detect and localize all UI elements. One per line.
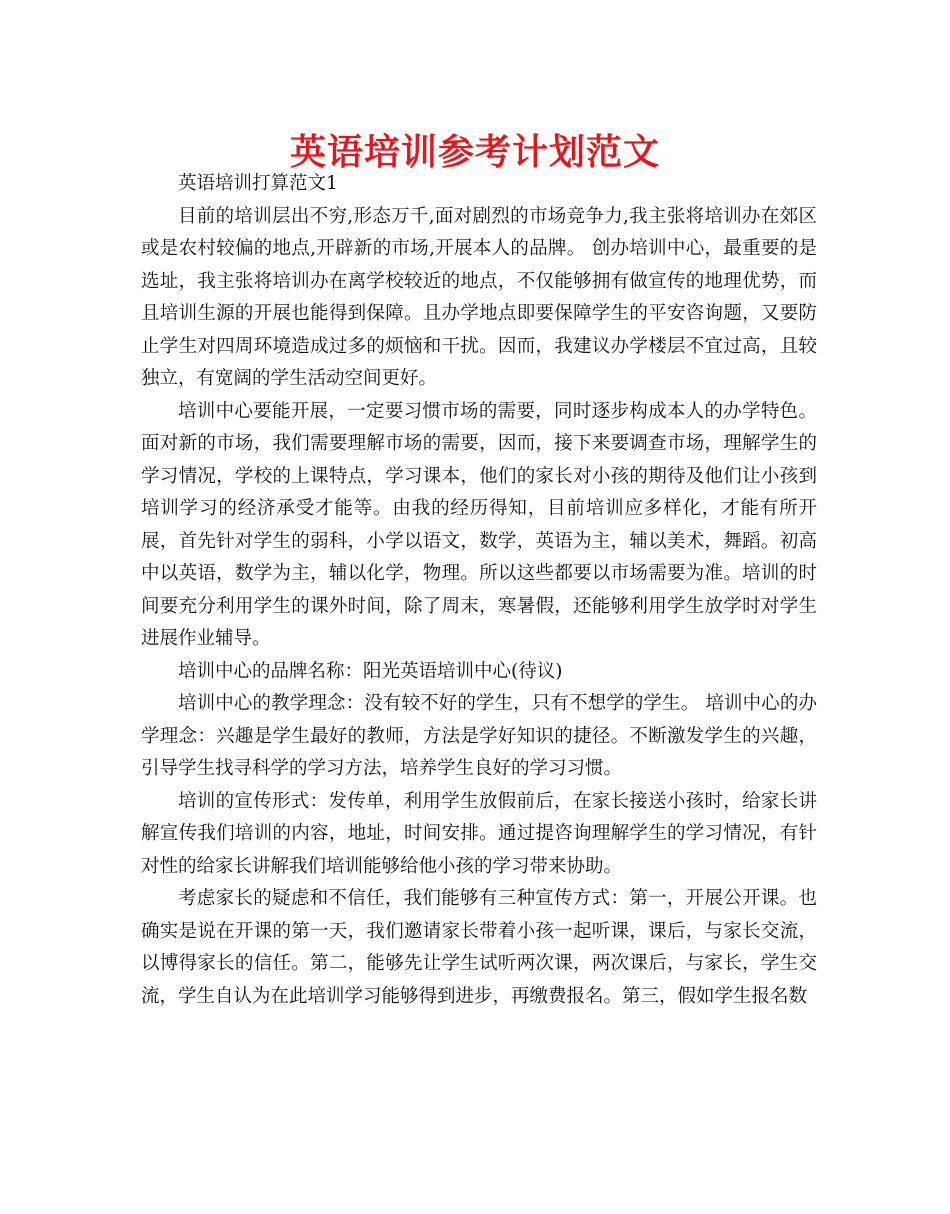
document-title: 英语培训参考计划范文 bbox=[289, 131, 660, 173]
body-paragraph: 考虑家长的疑虑和不信任，我们能够有三种宣传方式：第一，开展公开课。也确实是说在开课的第一天，我们邀请家长带着小孩一起听课，课后，与家长交流，以博得家长的信任。第二，能够先让学生试听两次课，两次课后，与家长，学生交流，学生自认为在此培训学习能够得到进步，再缴费报名。第三，假如学生报名数 bbox=[141, 888, 817, 1007]
body-paragraph: 培训的宣传形式：发传单，利用学生放假前后，在家长接送小孩时，给家长讲解宣传我们培训的内容，地址，时间安排。通过提咨询理解学生的学习情况，有针对性的给家长讲解我们培训能够给他小孩的学习带来协助。 bbox=[141, 790, 817, 877]
body-paragraph: 培训中心要能开展，一定要习惯市场的需要，同时逐步构成本人的办学特色。面对新的市场，我们需要理解市场的需要，因而，接下来要调查市场，理解学生的学习情况，学校的上课特点，学习课本，他们的家长对小孩的期待及他们让小孩到培训学习的经济承受才能等。由我的经历得知，目前培训应多样化，才能有所开展，首先针对学生的弱科，小学以语文，数学，英语为主，辅以美术，舞蹈。初高中以英语，数学为主，辅以化学，物理。所以这些都要以市场需要为准。培训的时间要充分利用学生的课外时间，除了周末，寒暑假，还能够利用学生放学时对学生进展作业辅导。 bbox=[141, 400, 817, 649]
body-paragraph: 培训中心的品牌名称：阳光英语培训中心(待议) bbox=[178, 660, 563, 682]
document-body bbox=[141, 168, 817, 1013]
body-paragraph: 培训中心的教学理念：没有较不好的学生，只有不想学的学生。 培训中心的办学理念：兴趣是学生最好的教师，方法是学好知识的捷径。不断激发学生的兴趣，引导学生找寻科学的学习方法，培养学生良好的学习习惯。 bbox=[141, 693, 817, 779]
section-heading: 英语培训打算范文1 bbox=[178, 173, 338, 194]
body-paragraph: 目前的培训层出不穷,形态万千,面对剧烈的市场竞争力,我主张将培训办在郊区或是农村较偏的地点,开辟新的市场,开展本人的品牌。 创办培训中心，最重要的是选址，我主张将培训办在离学校较近的地点，不仅能够拥有做宣传的地理优势，而且培训生源的开展也能得到保障。且办学地点即要保障学生的平安咨询题，又要防止学生对四周环境造成过多的烦恼和干扰。因而，我建议办学楼层不宜过高，且较独立，有宽阔的学生活动空间更好。 bbox=[141, 205, 817, 389]
